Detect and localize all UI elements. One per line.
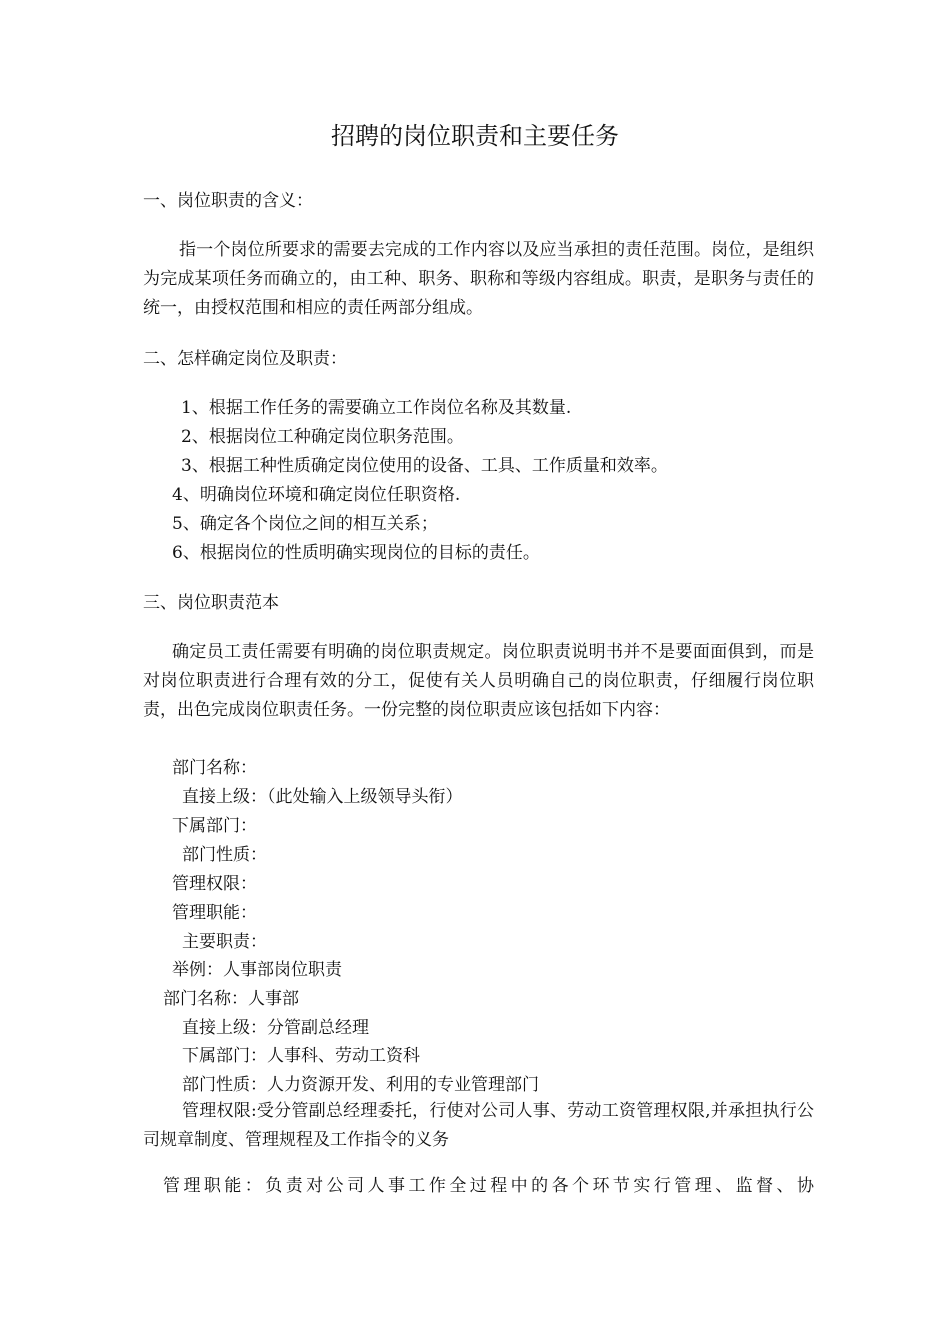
list-item: 1、根据工作任务的需要确立工作岗位名称及其数量. [181, 398, 572, 418]
authority-paragraph: 管理权限:受分管副总经理委托，行使对公司人事、劳动工资管理权限,并承担执行公司规章制度、管理规程及工作指令的义务 [143, 1101, 814, 1150]
section-1-paragraph: 指一个岗位所要求的需要去完成的工作内容以及应当承担的责任范围。岗位，是组织为完成某项任务而确立的，由工种、职务、职称和等级内容组成。职责，是职务与责任的统一，由授权范围和相应的责任两部分组成。 [143, 240, 814, 318]
section-3-paragraph: 确定员工责任需要有明确的岗位职责规定。岗位职责说明书并不是要面面俱到，而是对岗位职责进行合理有效的分工，促使有关人员明确自己的岗位职责，仔细履行岗位职责，出色完成岗位职责任务。一份完整的岗位职责应该包括如下内容： [143, 642, 814, 720]
document-title: 招聘的岗位职责和主要任务 [331, 122, 619, 150]
example-line: 部门性质：人力资源开发、利用的专业管理部门 [182, 1075, 539, 1095]
template-line: 下属部门： [172, 816, 257, 836]
example-line: 举例：人事部岗位职责 [172, 960, 342, 980]
list-item: 4、明确岗位环境和确定岗位任职资格. [172, 485, 461, 505]
function-line: 管理职能：负责对公司人事工作全过程中的各个环节实行管理、监督、协 [163, 1176, 814, 1196]
example-line: 下属部门：人事科、劳动工资科 [182, 1046, 420, 1066]
section-1-heading: 一、岗位职责的含义： [143, 191, 313, 211]
example-line: 直接上级：分管副总经理 [182, 1018, 369, 1038]
section-3-heading: 三、岗位职责范本 [143, 593, 279, 613]
example-line: 部门名称：人事部 [163, 989, 299, 1009]
template-line: 管理职能： [172, 903, 257, 923]
template-line: 直接上级：（此处输入上级领导头衔） [182, 787, 463, 807]
list-item: 6、根据岗位的性质明确实现岗位的目标的责任。 [172, 543, 540, 563]
list-item: 5、确定各个岗位之间的相互关系； [172, 514, 438, 534]
list-item: 3、根据工种性质确定岗位使用的设备、工具、工作质量和效率。 [181, 456, 668, 476]
list-item: 2、根据岗位工种确定岗位职务范围。 [181, 427, 464, 447]
template-line: 部门名称： [172, 758, 257, 778]
section-2-heading: 二、怎样确定岗位及职责： [143, 349, 347, 369]
template-line: 部门性质： [182, 845, 267, 865]
template-line: 主要职责： [182, 932, 267, 952]
template-line: 管理权限： [172, 874, 257, 894]
